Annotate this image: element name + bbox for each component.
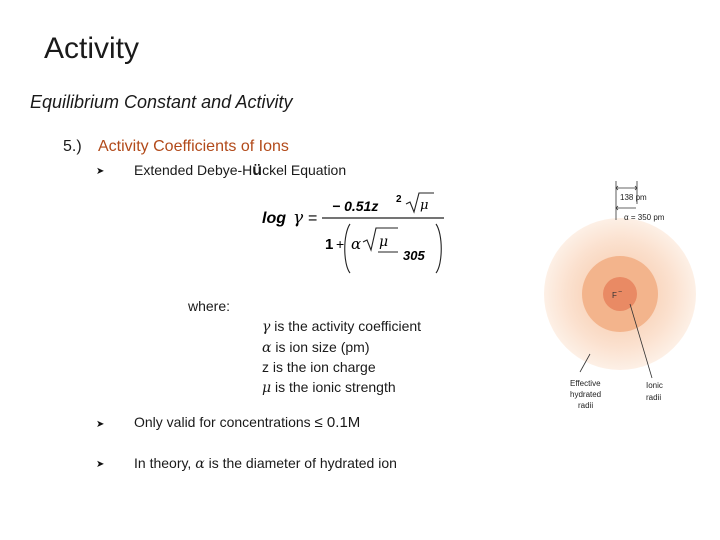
label-hydrated: hydrated — [570, 390, 602, 399]
eq-den-one: 1 — [325, 236, 334, 253]
definitions-list — [262, 317, 421, 398]
label-radii-left: radii — [578, 401, 594, 410]
def-text-alpha: is ion size (pm) — [271, 338, 370, 355]
definition-mu — [262, 378, 421, 399]
debye-huckel-equation — [262, 190, 462, 280]
bullet-validity-emph: ≤ 0.1M — [314, 414, 361, 431]
eq-equals: = — [308, 210, 318, 227]
label-effective: Effective — [570, 379, 601, 388]
bullet-text-pre: Extended Debye-H — [134, 162, 253, 178]
measure-label-350: α = 350 pm — [624, 213, 665, 222]
eq-num-exp: 2 — [396, 194, 402, 205]
bullet-theory-post: is the diameter of hydrated ion — [204, 455, 397, 471]
label-radii-right: radii — [646, 393, 662, 402]
eq-den-mu: μ — [379, 234, 389, 250]
ion-charge: − — [618, 289, 623, 296]
eq-den-plus: + — [336, 236, 345, 252]
def-symbol-mu: μ — [262, 379, 272, 396]
section-title: Activity Coefficients of Ions — [98, 138, 289, 155]
label-ionic: Ionic — [646, 381, 663, 390]
def-text-gamma: is the activity coefficient — [270, 318, 422, 334]
hydrated-ion-diagram — [540, 176, 700, 426]
measure-label-138: 138 pm — [620, 193, 647, 202]
def-symbol-alpha: α — [262, 339, 272, 356]
arrow-bullet-icon: ➤ — [96, 419, 105, 430]
eq-den-305: 305 — [403, 248, 425, 263]
arrow-bullet-icon: ➤ — [96, 459, 105, 470]
def-text-z: z is the ion charge — [262, 359, 376, 375]
eq-num-coeff: − 0.51z — [332, 198, 379, 214]
def-text-mu: is the ionic strength — [271, 378, 396, 395]
eq-gamma: γ — [293, 208, 304, 228]
def-symbol-gamma: γ — [262, 319, 271, 335]
eq-log: log — [262, 210, 286, 227]
bullet-text-emph: ü — [252, 162, 263, 179]
slide-title: Activity — [44, 32, 140, 65]
bullet-text-post: ckel Equation — [262, 162, 347, 178]
definition-gamma — [262, 317, 421, 338]
definition-z — [262, 358, 421, 378]
section-number: 5.) — [63, 138, 82, 155]
bullet-theory-alpha: α — [195, 456, 205, 472]
bullet-validity — [134, 414, 360, 431]
bullet-theory-pre: In theory, — [134, 455, 196, 471]
eq-left-paren — [345, 224, 350, 273]
bullet-validity-text: Only valid for concentrations — [134, 414, 315, 430]
eq-den-alpha: α — [351, 235, 362, 253]
eq-right-paren — [436, 224, 441, 273]
arrow-bullet-icon: ➤ — [96, 166, 105, 177]
eq-num-mu: μ — [420, 198, 429, 213]
where-label: where: — [188, 298, 231, 314]
ion-label: F — [612, 291, 617, 300]
slide-subtitle: Equilibrium Constant and Activity — [30, 92, 293, 112]
bullet-equation-name — [134, 162, 346, 180]
bullet-theory — [134, 455, 397, 472]
definition-alpha — [262, 338, 421, 359]
